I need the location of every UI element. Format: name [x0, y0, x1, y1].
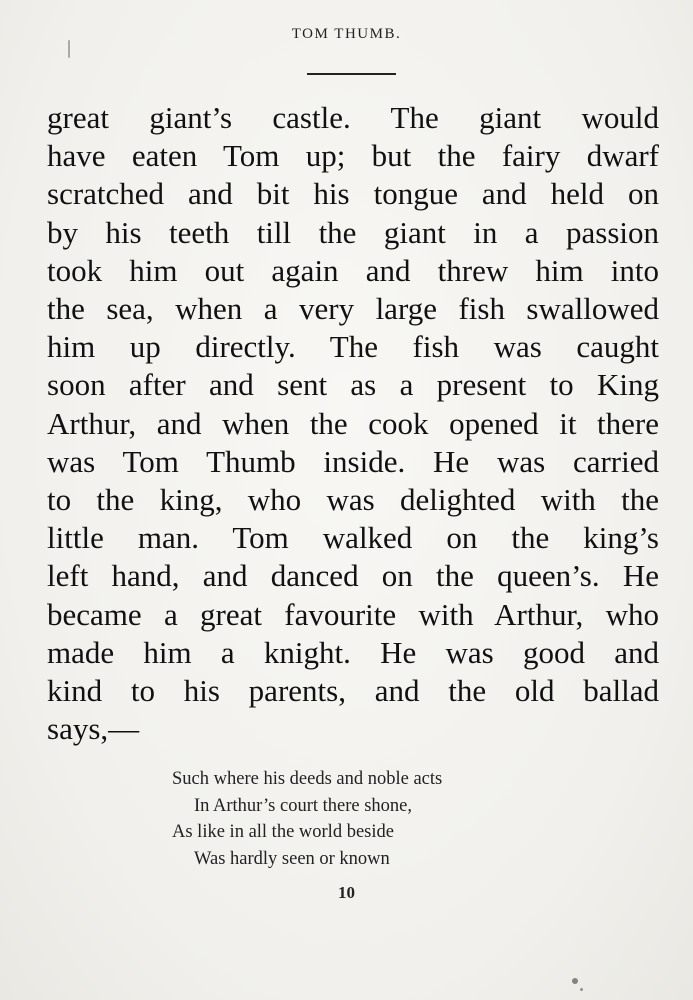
body-line: the sea, when a very large fish swallowed — [47, 291, 659, 327]
body-line: kind to his parents, and the old ballad — [47, 673, 659, 709]
body-line: became a great favourite with Arthur, who — [47, 596, 659, 632]
body-line: him up directly. The fish was caught — [47, 329, 659, 365]
body-line: little man. Tom walked on the king’s — [47, 520, 659, 556]
header-rule — [307, 73, 396, 75]
paper-speck — [68, 40, 70, 58]
body-line: left hand, and danced on the queen’s. He — [47, 558, 659, 594]
body-line: Arthur, and when the cook opened it there — [47, 405, 659, 441]
body-line: soon after and sent as a present to King — [47, 367, 659, 403]
body-line: was Tom Thumb inside. He was carried — [47, 443, 659, 479]
verse-line: Such where his deeds and noble acts — [172, 769, 443, 789]
body-line: took him out again and threw him into — [47, 252, 659, 288]
body-text — [47, 99, 659, 748]
page-number: 10 — [338, 883, 355, 902]
paper-speck — [572, 978, 578, 984]
verse-line: As like in all the world beside — [172, 822, 394, 842]
body-line: to the king, who was delighted with the — [47, 482, 659, 518]
body-line: by his teeth till the giant in a passion — [47, 214, 659, 250]
body-line: scratched and bit his tongue and held on — [47, 176, 659, 212]
verse-line: Was hardly seen or known — [194, 848, 390, 869]
body-line: great giant’s castle. The giant would — [47, 100, 659, 135]
running-head: TOM THUMB. — [291, 26, 402, 42]
body-line: says,— — [47, 711, 140, 747]
body-line: have eaten Tom up; but the fairy dwarf — [47, 138, 659, 174]
paper-speck — [580, 988, 583, 991]
body-line: made him a knight. He was good and — [47, 634, 659, 670]
ballad-verse — [0, 766, 693, 872]
verse-line: In Arthur’s court there shone, — [194, 795, 413, 816]
